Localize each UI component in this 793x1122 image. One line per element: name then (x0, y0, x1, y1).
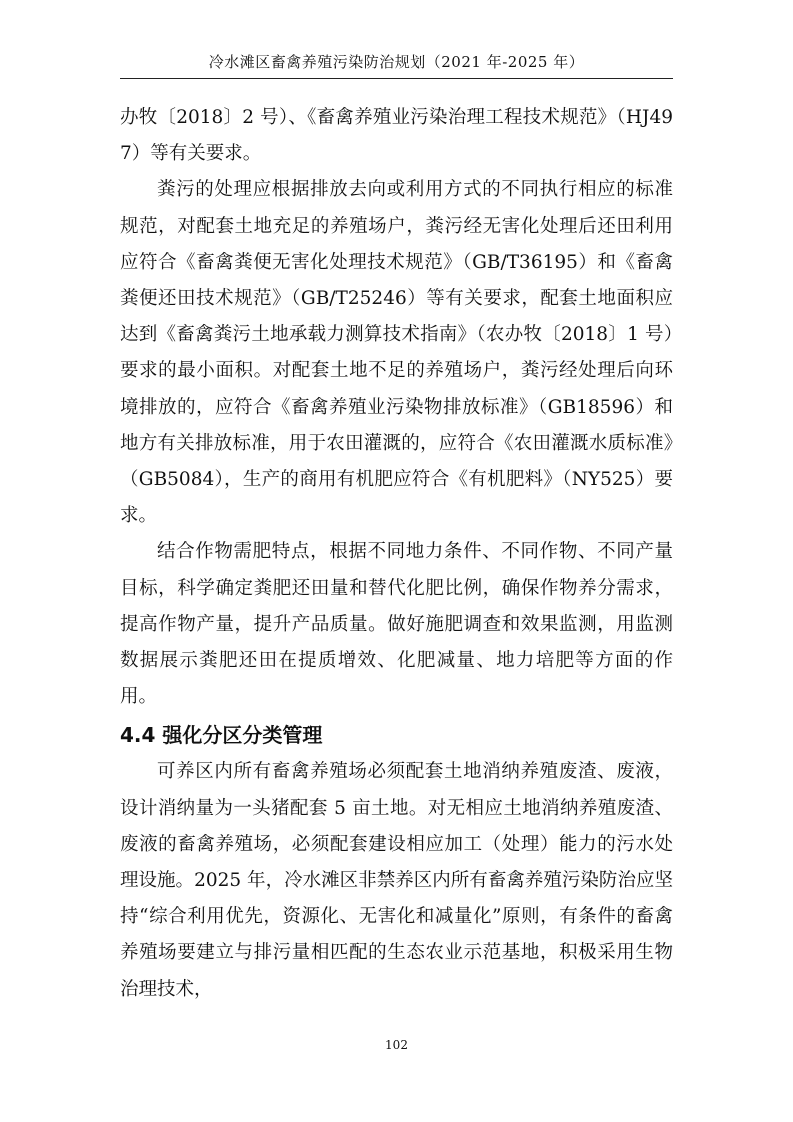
body-text (120, 100, 673, 1008)
paragraph-manure-treatment: 粪污的处理应根据排放去向或利用方式的不同执行相应的标准规范，对配套土地充足的养殖场户，粪污经无害化处理后还田利用应符合《畜禽粪便无害化处理技术规范》（GB/T36195）和《畜禽粪便还田技术规范》（GB/T25246）等有关要求，配套土地面积应达到《畜禽粪污土地承载力测算技术指南》（农办牧〔2018〕1 号）要求的最小面积。对配套土地不足的养殖场户，粪污经处理后向环境排放的，应符合《畜禽养殖业污染物排放标准》（GB18596）和地方有关排放标准，用于农田灌溉的，应符合《农田灌溉水质标准》（GB5084），生产的商用有机肥应符合《有机肥料》（NY525）要求。 (120, 179, 673, 527)
paragraph-fertilizer: 结合作物需肥特点，根据不同地力条件、不同作物、不同产量目标，科学确定粪肥还田量和替代化肥比例，确保作物养分需求，提高作物产量，提升产品质量。做好施肥调查和效果监测，用监测数据展示粪肥还田在提质增效、化肥减量、地力培肥等方面的作用。 (120, 541, 673, 708)
header-rule (120, 78, 673, 79)
section-heading: 4.4 强化分区分类管理 (120, 723, 323, 748)
paragraph-zoning: 可养区内所有畜禽养殖场必须配套土地消纳养殖废渣、废液，设计消纳量为一头猪配套 5 亩土地。对无相应土地消纳养殖废渣、废液的畜禽养殖场，必须配套建设相应加工（处理）能力的污水处理设施。2025 年，冷水滩区非禁养区内所有畜禽养殖污染防治应坚持“综合利用优先，资源化、无害化和减量化”原则，有条件的畜禽养殖场要建立与排污量相匹配的生态农业示范基地，积极采用生物治理技术， (120, 761, 673, 1000)
running-header: 冷水滩区畜禽养殖污染防治规划（2021 年-2025 年） (208, 53, 585, 71)
paragraph-continued: 办牧〔2018〕2 号）、《畜禽养殖业污染治理工程技术规范》（HJ497）等有关要求。 (120, 107, 673, 165)
page-number: 102 (385, 1038, 408, 1052)
